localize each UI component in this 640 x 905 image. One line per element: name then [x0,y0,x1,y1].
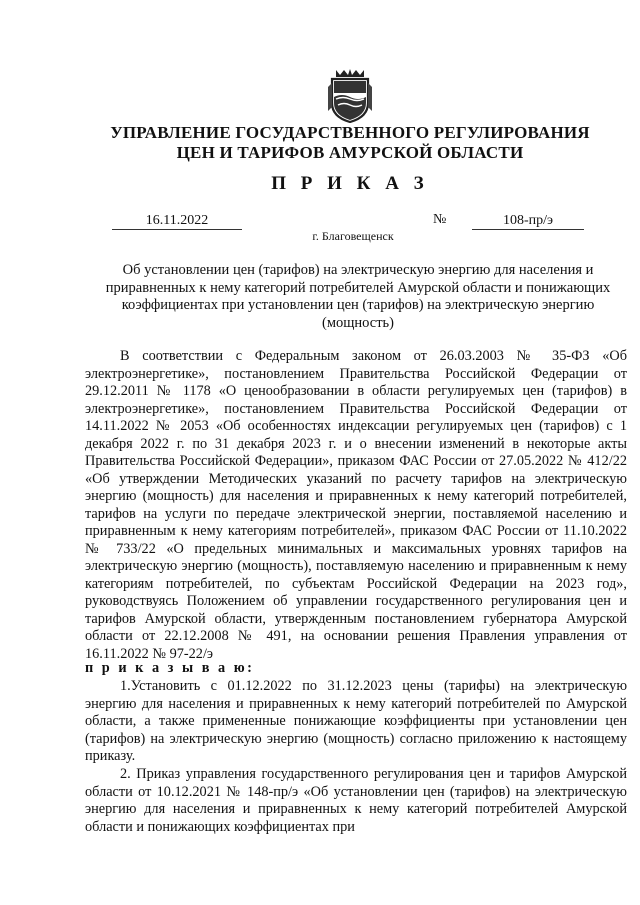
clause-1 [85,678,627,766]
order-subject: Об установлении цен (тарифов) на электрическую энергию для населения и приравненных к нему категорий потребителей Амурской области и понижающих коэффициентах при установлении цен (тарифов) на электрическую энергию (мощность) [105,262,611,331]
order-date: 16.11.2022 [112,212,242,230]
number-sign: № [433,212,447,227]
coat-of-arms-icon [326,67,374,123]
city-name: г. Благовещенск [312,229,394,243]
preamble-paragraph [85,348,627,663]
document-type-title: П Р И К А З [271,173,429,194]
order-number: 108-пр/э [472,212,584,230]
agency-name-line1: УПРАВЛЕНИЕ ГОСУДАРСТВЕННОГО РЕГУЛИРОВАНИЯ [110,123,590,142]
clause-2-text: 2. Приказ управления государственного регулирования цен и тарифов Амурской области от 10.12.2021 № 148-пр/э «Об установлении цен (тарифов) на электрическую энергию для населения и приравненных к нему категорий потребителей Амурской области и понижающих коэффициентах при [85,766,627,835]
clause-1-text: 1.Установить с 01.12.2022 по 31.12.2023 цены (тарифы) на электрическую энергию для населения и приравненных к нему категорий потребителей по Амурской области, а также примененные понижающие коэффициенты при установлении цен (тарифов) на электрическую энергию (мощность) согласно приложению к настоящему приказу. [85,678,627,764]
preamble-text: В соответствии с Федеральным законом от 26.03.2003 № 35-ФЗ «Об электроэнергетике», постановлением Правительства Российской Федерации от 29.12.2011 № 1178 «О ценообразовании в области регулируемых цен (тарифов) в электроэнергетике», постановлением Правительства Российской Федерации от 14.11.2022 № 2053 «Об особенностях индексации регулируемых цен (тарифов) с 1 декабря 2022 г. по 31 декабря 2023 г. и о внесении изменений в некоторые акты Правительства Российской Федерации», приказом ФАС России от 27.05.2022 № 412/22 «Об утверждении Методических указаний по расчету тарифов на электрическую энергию (мощность) для населения и приравненных к нему категорий потребителей, тарифов на услуги по передаче электрической энергии, поставляемой населению и приравненным к нему категориям потребителей», приказом ФАС России от 11.10.2022 № 733/22 «О предельных минимальных и максимальных уровнях тарифов на электрическую энергию (мощность), поставляемую населению и приравненным к нему категориям потребителей, по субъектам Российской Федерации на 2023 год», руководствуясь Положением об управлении государственного регулирования цен и тарифов Амурской области, утвержденным постановлением губернатора Амурской области от 22.12.2008 № 491, на основании решения Правления управления от 16.11.2022 № 97-22/э [85,348,627,662]
clause-2 [85,766,627,836]
decree-word: п р и к а з ы в а ю: [85,660,255,676]
agency-name-line2: ЦЕН И ТАРИФОВ АМУРСКОЙ ОБЛАСТИ [176,143,524,162]
